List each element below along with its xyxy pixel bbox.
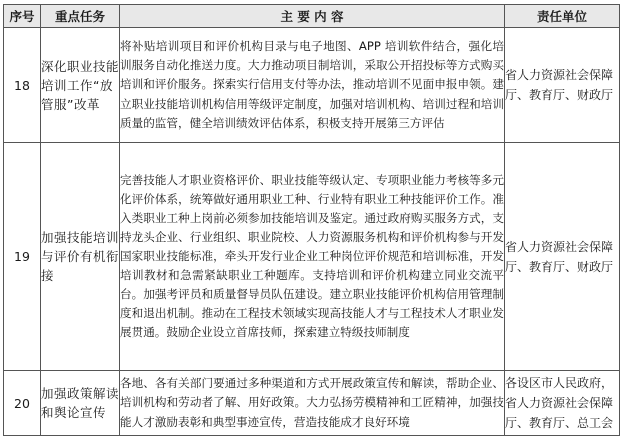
header-unit: 责任单位 (505, 5, 620, 28)
row-number: 19 (4, 143, 41, 371)
row-unit: 省人力资源社会保障厅、教育厅、财政厅 (505, 28, 620, 143)
row-unit: 各设区市人民政府，省人力资源社会保障厅、教育厅、总工会 (505, 371, 620, 436)
header-content: 主 要 内 容 (120, 5, 505, 28)
table-row (4, 28, 620, 143)
row-number: 18 (4, 28, 41, 143)
row-number: 20 (4, 371, 41, 436)
row-task: 加强技能培训与评价有机衔接 (41, 143, 120, 371)
header-task: 重点任务 (41, 5, 120, 28)
row-task: 深化职业技能培训工作“放管服”改革 (41, 28, 120, 143)
row-content: 各地、各有关部门要通过多种渠道和方式开展政策宣传和解读，帮助企业、培训机构和劳动者了解、用好政策。大力弘扬劳模精神和工匠精神，加强技能人才激励表彰和典型事迹宣传，营造技能成才良好环境 (120, 371, 505, 436)
header-num: 序号 (4, 5, 41, 28)
row-content: 完善技能人才职业资格评价、职业技能等级认定、专项职业能力考核等多元化评价体系，统筹做好通用职业工种、行业特有职业工种技能评价工作。准入类职业工种上岗前必须参加技能培训及鉴定。通过政府购买服务方式，支持龙头企业、行业组织、职业院校、人力资源服务机构和评价机构参与开发国家职业技能标准，牵头开发行业企业工种岗位评价规范和培训标准，开发培训教材和急需紧缺职业工种题库。支持培训和评价机构建立同业交流平台。加强考评员和质量督导员队伍建设。建立职业技能评价机构信用管理制度和退出机制。推动在工程技术领域实现高技能人才与工程技术人才职业发展贯通。鼓励企业设立首席技师，探索建立特级技师制度 (120, 143, 505, 371)
task-table (3, 4, 620, 436)
table-row (4, 371, 620, 436)
row-task: 加强政策解读和舆论宣传 (41, 371, 120, 436)
row-content: 将补贴培训项目和评价机构目录与电子地图、APP 培训软件结合，强化培训服务自动化推送力度。大力推动项目制培训，采取公开招投标等方式购买培训和评价服务。探索实行信用支付等办法，推动培训不见面申报申领。建立职业技能培训机构信用等级评定制度，加强对培训机构、培训过程和培训质量的监管，健全培训绩效评估体系，积极支持开展第三方评估 (120, 28, 505, 143)
table-header-row (4, 5, 620, 28)
row-unit: 省人力资源社会保障厅、教育厅、财政厅 (505, 143, 620, 371)
table-row (4, 143, 620, 371)
